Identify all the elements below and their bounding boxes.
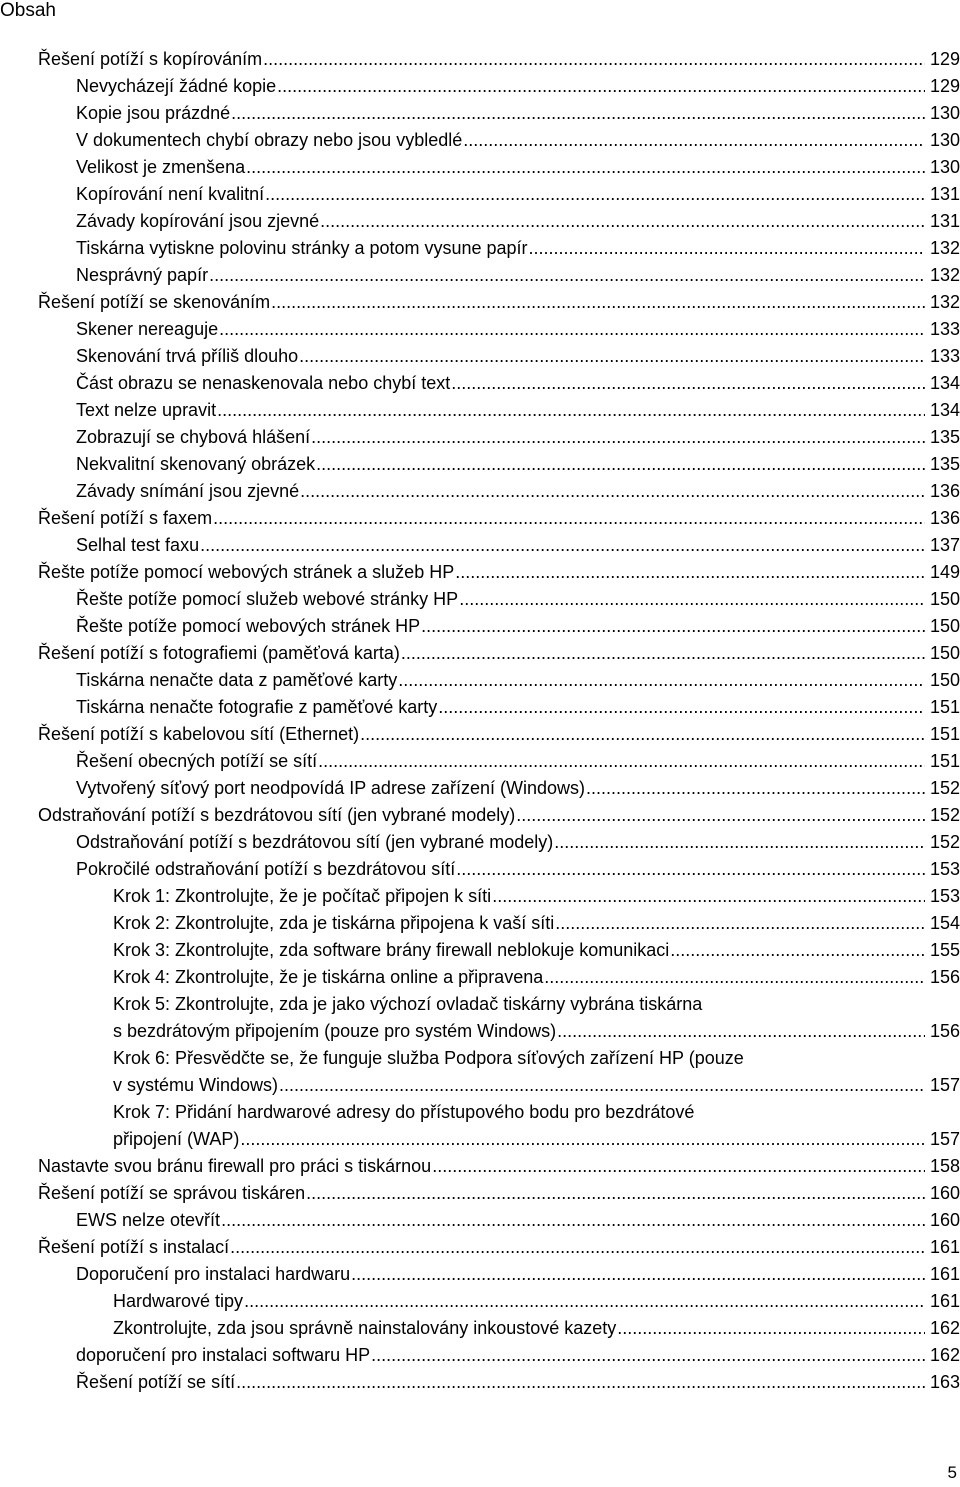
toc-entry-title: Krok 3: Zkontrolujte, zda software brány firewall neblokuje komunikaci <box>113 940 670 960</box>
toc-entry[interactable] <box>0 1207 960 1234</box>
toc-page-number: 136 <box>929 508 960 528</box>
toc-entry-title: Krok 2: Zkontrolujte, zda je tiskárna připojena k vaší síti <box>113 913 555 933</box>
toc-entry-title: v systému Windows) <box>113 1075 279 1095</box>
toc-entry-line <box>0 1072 960 1099</box>
toc-entry-title: Řešení potíží s fotografiemi (paměťová karta) <box>38 643 400 663</box>
toc-entry-line <box>0 964 960 991</box>
toc-entry[interactable] <box>0 1153 960 1180</box>
dot-leader <box>221 1207 925 1234</box>
toc-entry[interactable] <box>0 829 960 856</box>
toc-entry-title: Odstraňování potíží s bezdrátovou sítí (jen vybrané modely) <box>76 832 554 852</box>
toc-page-number: 153 <box>929 859 960 879</box>
toc-page-number: 156 <box>929 1021 960 1041</box>
toc-page-number: 135 <box>929 454 960 474</box>
toc-page-number: 131 <box>929 184 960 204</box>
toc-entry-line <box>0 694 960 721</box>
toc-entry-line <box>0 370 960 397</box>
toc-page-number: 133 <box>929 346 960 366</box>
toc-page-number: 132 <box>929 238 960 258</box>
dot-leader <box>351 1261 925 1288</box>
toc-entry-title: Krok 6: Přesvědčte se, že funguje služba Podpora síťových zařízení HP (pouze <box>113 1048 744 1068</box>
toc-entry-line <box>0 1207 960 1234</box>
toc-page-number: 151 <box>929 697 960 717</box>
dot-leader <box>318 748 925 775</box>
toc-entry-title: Skener nereaguje <box>76 319 219 339</box>
toc-entry[interactable] <box>0 208 960 235</box>
toc-entry[interactable] <box>0 883 960 910</box>
toc-entry[interactable] <box>0 46 960 73</box>
toc-entry-title: Řešení potíží se správou tiskáren <box>38 1183 306 1203</box>
toc-entry-title: Odstraňování potíží s bezdrátovou sítí (jen vybrané modely) <box>38 805 516 825</box>
toc-entry-title: Řešení potíží se sítí <box>76 1372 236 1392</box>
toc-page-number: 161 <box>929 1291 960 1311</box>
dot-leader <box>246 154 925 181</box>
toc-entry[interactable] <box>0 964 960 991</box>
toc-entry-line <box>0 235 960 262</box>
toc-entry[interactable] <box>0 316 960 343</box>
toc-entry-title: Zkontrolujte, zda jsou správně nainstalovány inkoustové kazety <box>113 1318 617 1338</box>
toc-entry-line <box>0 262 960 289</box>
toc-entry-line <box>0 343 960 370</box>
toc-entry-line <box>0 910 960 937</box>
section-title: Obsah <box>0 0 56 21</box>
toc-entry-title: Závady kopírování jsou zjevné <box>76 211 320 231</box>
dot-leader <box>200 532 925 559</box>
toc-entry-line <box>0 316 960 343</box>
toc-entry-line <box>0 721 960 748</box>
toc-entry[interactable] <box>0 991 960 1045</box>
toc-entry-line <box>0 1126 960 1153</box>
toc-entry[interactable] <box>0 721 960 748</box>
toc-entry-title: Vytvořený síťový port neodpovídá IP adrese zařízení (Windows) <box>76 778 585 798</box>
toc-entry-title: připojení (WAP) <box>113 1129 240 1149</box>
toc-entry-title: Nevycházejí žádné kopie <box>76 76 277 96</box>
toc-entry[interactable] <box>0 1099 960 1153</box>
dot-leader <box>432 1153 925 1180</box>
dot-leader <box>463 127 925 154</box>
toc-entry[interactable] <box>0 424 960 451</box>
dot-leader <box>209 262 925 289</box>
toc-page-number: 157 <box>929 1129 960 1149</box>
toc-entry-line <box>0 46 960 73</box>
dot-leader <box>360 721 925 748</box>
toc-page-number: 150 <box>929 616 960 636</box>
toc-page-number: 129 <box>929 76 960 96</box>
toc-entry[interactable] <box>0 127 960 154</box>
toc-entry-title: Nesprávný papír <box>76 265 209 285</box>
dot-leader <box>240 1126 925 1153</box>
toc-entry[interactable] <box>0 559 960 586</box>
dot-leader <box>492 883 925 910</box>
toc-entry-line <box>0 478 960 505</box>
toc-entry-title: V dokumentech chybí obrazy nebo jsou vybledlé <box>76 130 463 150</box>
toc-entry-line <box>0 856 960 883</box>
toc-entry-line <box>0 559 960 586</box>
dot-leader <box>311 424 925 451</box>
toc-entry-line <box>0 1045 960 1072</box>
toc-entry-line <box>0 505 960 532</box>
toc-page-number: 157 <box>929 1075 960 1095</box>
toc-entry-line <box>0 424 960 451</box>
toc-entry-line <box>0 1342 960 1369</box>
toc-entry-title: Řešte potíže pomocí služeb webové stránky HP <box>76 589 459 609</box>
toc-entry[interactable] <box>0 343 960 370</box>
toc-page-number: 152 <box>929 778 960 798</box>
toc-entry[interactable] <box>0 154 960 181</box>
toc-entry[interactable] <box>0 451 960 478</box>
dot-leader <box>213 505 925 532</box>
toc-entry-title: Krok 7: Přidání hardwarové adresy do přístupového bodu pro bezdrátové <box>113 1102 695 1122</box>
toc-entry-line <box>0 748 960 775</box>
dot-leader <box>459 586 925 613</box>
toc-entry-line <box>0 451 960 478</box>
toc-page-number: 133 <box>929 319 960 339</box>
toc-page-number: 158 <box>929 1156 960 1176</box>
toc-page-number: 152 <box>929 805 960 825</box>
dot-leader <box>529 235 925 262</box>
dot-leader <box>456 856 925 883</box>
toc-entry-title: Část obrazu se nenaskenovala nebo chybí text <box>76 373 451 393</box>
toc-entry-title: Krok 5: Zkontrolujte, zda je jako výchozí ovladač tiskárny vybrána tiskárna <box>113 994 703 1014</box>
dot-leader <box>670 937 925 964</box>
toc-entry[interactable] <box>0 856 960 883</box>
toc-page-number: 156 <box>929 967 960 987</box>
dot-leader <box>320 208 925 235</box>
toc-entry-title: Nekvalitní skenovaný obrázek <box>76 454 316 474</box>
toc-entry-title: Kopírování není kvalitní <box>76 184 265 204</box>
toc-page-number: 150 <box>929 643 960 663</box>
toc-entry-line <box>0 1180 960 1207</box>
toc-page-number: 134 <box>929 400 960 420</box>
dot-leader <box>451 370 925 397</box>
toc-entry[interactable] <box>0 613 960 640</box>
dot-leader <box>271 289 925 316</box>
toc-entry-title: Řešení potíží s faxem <box>38 508 213 528</box>
dot-leader <box>316 451 925 478</box>
toc-page-number: 161 <box>929 1264 960 1284</box>
dot-leader <box>306 1180 925 1207</box>
toc-entry-line <box>0 1234 960 1261</box>
toc-entry[interactable] <box>0 937 960 964</box>
toc-entry-title: s bezdrátovým připojením (pouze pro systém Windows) <box>113 1021 557 1041</box>
toc-entry-title: Velikost je zmenšena <box>76 157 246 177</box>
toc-page-number: 131 <box>929 211 960 231</box>
toc-entry-line <box>0 1099 960 1126</box>
toc-entry-title: Závady snímání jsou zjevné <box>76 481 300 501</box>
toc-page-number: 160 <box>929 1183 960 1203</box>
dot-leader <box>231 100 925 127</box>
dot-leader <box>555 910 925 937</box>
toc-entry-line <box>0 613 960 640</box>
toc-entry-title: Krok 4: Zkontrolujte, že je tiskárna online a připravena <box>113 967 544 987</box>
toc-entry-title: Řešení potíží se skenováním <box>38 292 271 312</box>
toc-entry[interactable] <box>0 181 960 208</box>
dot-leader <box>300 478 925 505</box>
toc-entry[interactable] <box>0 667 960 694</box>
dot-leader <box>236 1369 925 1396</box>
toc-page-number: 151 <box>929 751 960 771</box>
page-number: 5 <box>947 1463 957 1482</box>
toc-entry[interactable] <box>0 532 960 559</box>
dot-leader <box>371 1342 925 1369</box>
toc-entry-line <box>0 1288 960 1315</box>
toc-page-number: 137 <box>929 535 960 555</box>
toc-entry-title: Doporučení pro instalaci hardwaru <box>76 1264 351 1284</box>
toc-entry-line <box>0 829 960 856</box>
toc-entry-title: Řešte potíže pomocí webových stránek a služeb HP <box>38 562 455 582</box>
toc-entry-line <box>0 1315 960 1342</box>
toc-entry-line <box>0 1018 960 1045</box>
toc-page-number: 154 <box>929 913 960 933</box>
toc-entry-title: doporučení pro instalaci softwaru HP <box>76 1345 371 1365</box>
toc-entry-title: Tiskárna nenačte fotografie z paměťové karty <box>76 697 438 717</box>
toc-entry[interactable] <box>0 73 960 100</box>
toc-entry-title: Selhal test faxu <box>76 535 200 555</box>
toc-entry-title: Kopie jsou prázdné <box>76 103 231 123</box>
toc-entry-line <box>0 586 960 613</box>
toc-entry-title: Řešení potíží s kabelovou sítí (Ethernet) <box>38 724 360 744</box>
table-of-contents <box>0 46 960 1396</box>
toc-entry-line <box>0 100 960 127</box>
toc-page-number: 134 <box>929 373 960 393</box>
toc-page-number: 135 <box>929 427 960 447</box>
toc-entry-title: Tiskárna nenačte data z paměťové karty <box>76 670 398 690</box>
toc-entry[interactable] <box>0 262 960 289</box>
toc-entry[interactable] <box>0 235 960 262</box>
toc-page-number: 132 <box>929 265 960 285</box>
toc-entry[interactable] <box>0 802 960 829</box>
toc-entry-title: EWS nelze otevřít <box>76 1210 221 1230</box>
toc-entry-line <box>0 1153 960 1180</box>
dot-leader <box>617 1315 925 1342</box>
toc-entry-line <box>0 775 960 802</box>
toc-entry-line <box>0 181 960 208</box>
toc-entry-line <box>0 1369 960 1396</box>
dot-leader <box>299 343 925 370</box>
dot-leader <box>438 694 925 721</box>
toc-entry[interactable] <box>0 1315 960 1342</box>
toc-entry[interactable] <box>0 397 960 424</box>
toc-page-number: 160 <box>929 1210 960 1230</box>
toc-entry-line <box>0 532 960 559</box>
toc-page-number: 151 <box>929 724 960 744</box>
toc-entry-title: Hardwarové tipy <box>113 1291 244 1311</box>
toc-entry[interactable] <box>0 1234 960 1261</box>
toc-entry[interactable] <box>0 1180 960 1207</box>
toc-page-number: 150 <box>929 670 960 690</box>
dot-leader <box>421 613 925 640</box>
toc-entry-line <box>0 667 960 694</box>
dot-leader <box>279 1072 925 1099</box>
toc-entry[interactable] <box>0 370 960 397</box>
toc-entry-title: Skenování trvá příliš dlouho <box>76 346 299 366</box>
dot-leader <box>217 397 925 424</box>
toc-entry-title: Zobrazují se chybová hlášení <box>76 427 311 447</box>
toc-entry[interactable] <box>0 775 960 802</box>
dot-leader <box>263 46 925 73</box>
dot-leader <box>277 73 925 100</box>
toc-page-number: 155 <box>929 940 960 960</box>
dot-leader <box>244 1288 925 1315</box>
toc-page-number: 130 <box>929 103 960 123</box>
toc-entry[interactable] <box>0 748 960 775</box>
toc-entry-line <box>0 397 960 424</box>
toc-entry-line <box>0 127 960 154</box>
toc-entry[interactable] <box>0 1045 960 1099</box>
toc-entry-line <box>0 289 960 316</box>
toc-entry[interactable] <box>0 910 960 937</box>
toc-entry[interactable] <box>0 640 960 667</box>
toc-page-number: 153 <box>929 886 960 906</box>
toc-entry[interactable] <box>0 1288 960 1315</box>
dot-leader <box>401 640 925 667</box>
toc-entry-title: Text nelze upravit <box>76 400 217 420</box>
toc-entry[interactable] <box>0 1261 960 1288</box>
toc-entry-line <box>0 208 960 235</box>
dot-leader <box>265 181 925 208</box>
dot-leader <box>557 1018 925 1045</box>
toc-entry[interactable] <box>0 1342 960 1369</box>
toc-entry-line <box>0 991 960 1018</box>
toc-entry[interactable] <box>0 478 960 505</box>
toc-entry[interactable] <box>0 1369 960 1396</box>
toc-entry-line <box>0 1261 960 1288</box>
toc-entry-title: Krok 1: Zkontrolujte, že je počítač připojen k síti <box>113 886 492 906</box>
toc-entry[interactable] <box>0 289 960 316</box>
toc-entry-line <box>0 883 960 910</box>
toc-page-number: 130 <box>929 130 960 150</box>
toc-entry-title: Tiskárna vytiskne polovinu stránky a potom vysune papír <box>76 238 528 258</box>
toc-entry-title: Pokročilé odstraňování potíží s bezdrátovou sítí <box>76 859 456 879</box>
toc-page-number: 162 <box>929 1318 960 1338</box>
toc-page-number: 136 <box>929 481 960 501</box>
dot-leader <box>455 559 925 586</box>
dot-leader <box>230 1234 925 1261</box>
toc-page-number: 161 <box>929 1237 960 1257</box>
toc-entry-title: Nastavte svou bránu firewall pro práci s tiskárnou <box>38 1156 432 1176</box>
toc-entry-title: Řešení potíží s instalací <box>38 1237 230 1257</box>
toc-entry-line <box>0 73 960 100</box>
dot-leader <box>544 964 925 991</box>
toc-page-number: 150 <box>929 589 960 609</box>
dot-leader <box>586 775 925 802</box>
toc-entry-line <box>0 802 960 829</box>
toc-page-number: 163 <box>929 1372 960 1392</box>
toc-entry-title: Řešení potíží s kopírováním <box>38 49 263 69</box>
dot-leader <box>554 829 925 856</box>
toc-entry[interactable] <box>0 505 960 532</box>
toc-page-number: 132 <box>929 292 960 312</box>
toc-page-number: 152 <box>929 832 960 852</box>
toc-page-number: 129 <box>929 49 960 69</box>
toc-entry-line <box>0 154 960 181</box>
toc-entry[interactable] <box>0 694 960 721</box>
dot-leader <box>516 802 925 829</box>
toc-entry[interactable] <box>0 586 960 613</box>
toc-entry[interactable] <box>0 100 960 127</box>
dot-leader <box>398 667 925 694</box>
dot-leader <box>219 316 925 343</box>
toc-entry-title: Řešení obecných potíží se sítí <box>76 751 318 771</box>
toc-entry-line <box>0 937 960 964</box>
toc-page-number: 130 <box>929 157 960 177</box>
toc-page-number: 149 <box>929 562 960 582</box>
toc-entry-title: Řešte potíže pomocí webových stránek HP <box>76 616 421 636</box>
toc-page-number: 162 <box>929 1345 960 1365</box>
toc-entry-line <box>0 640 960 667</box>
